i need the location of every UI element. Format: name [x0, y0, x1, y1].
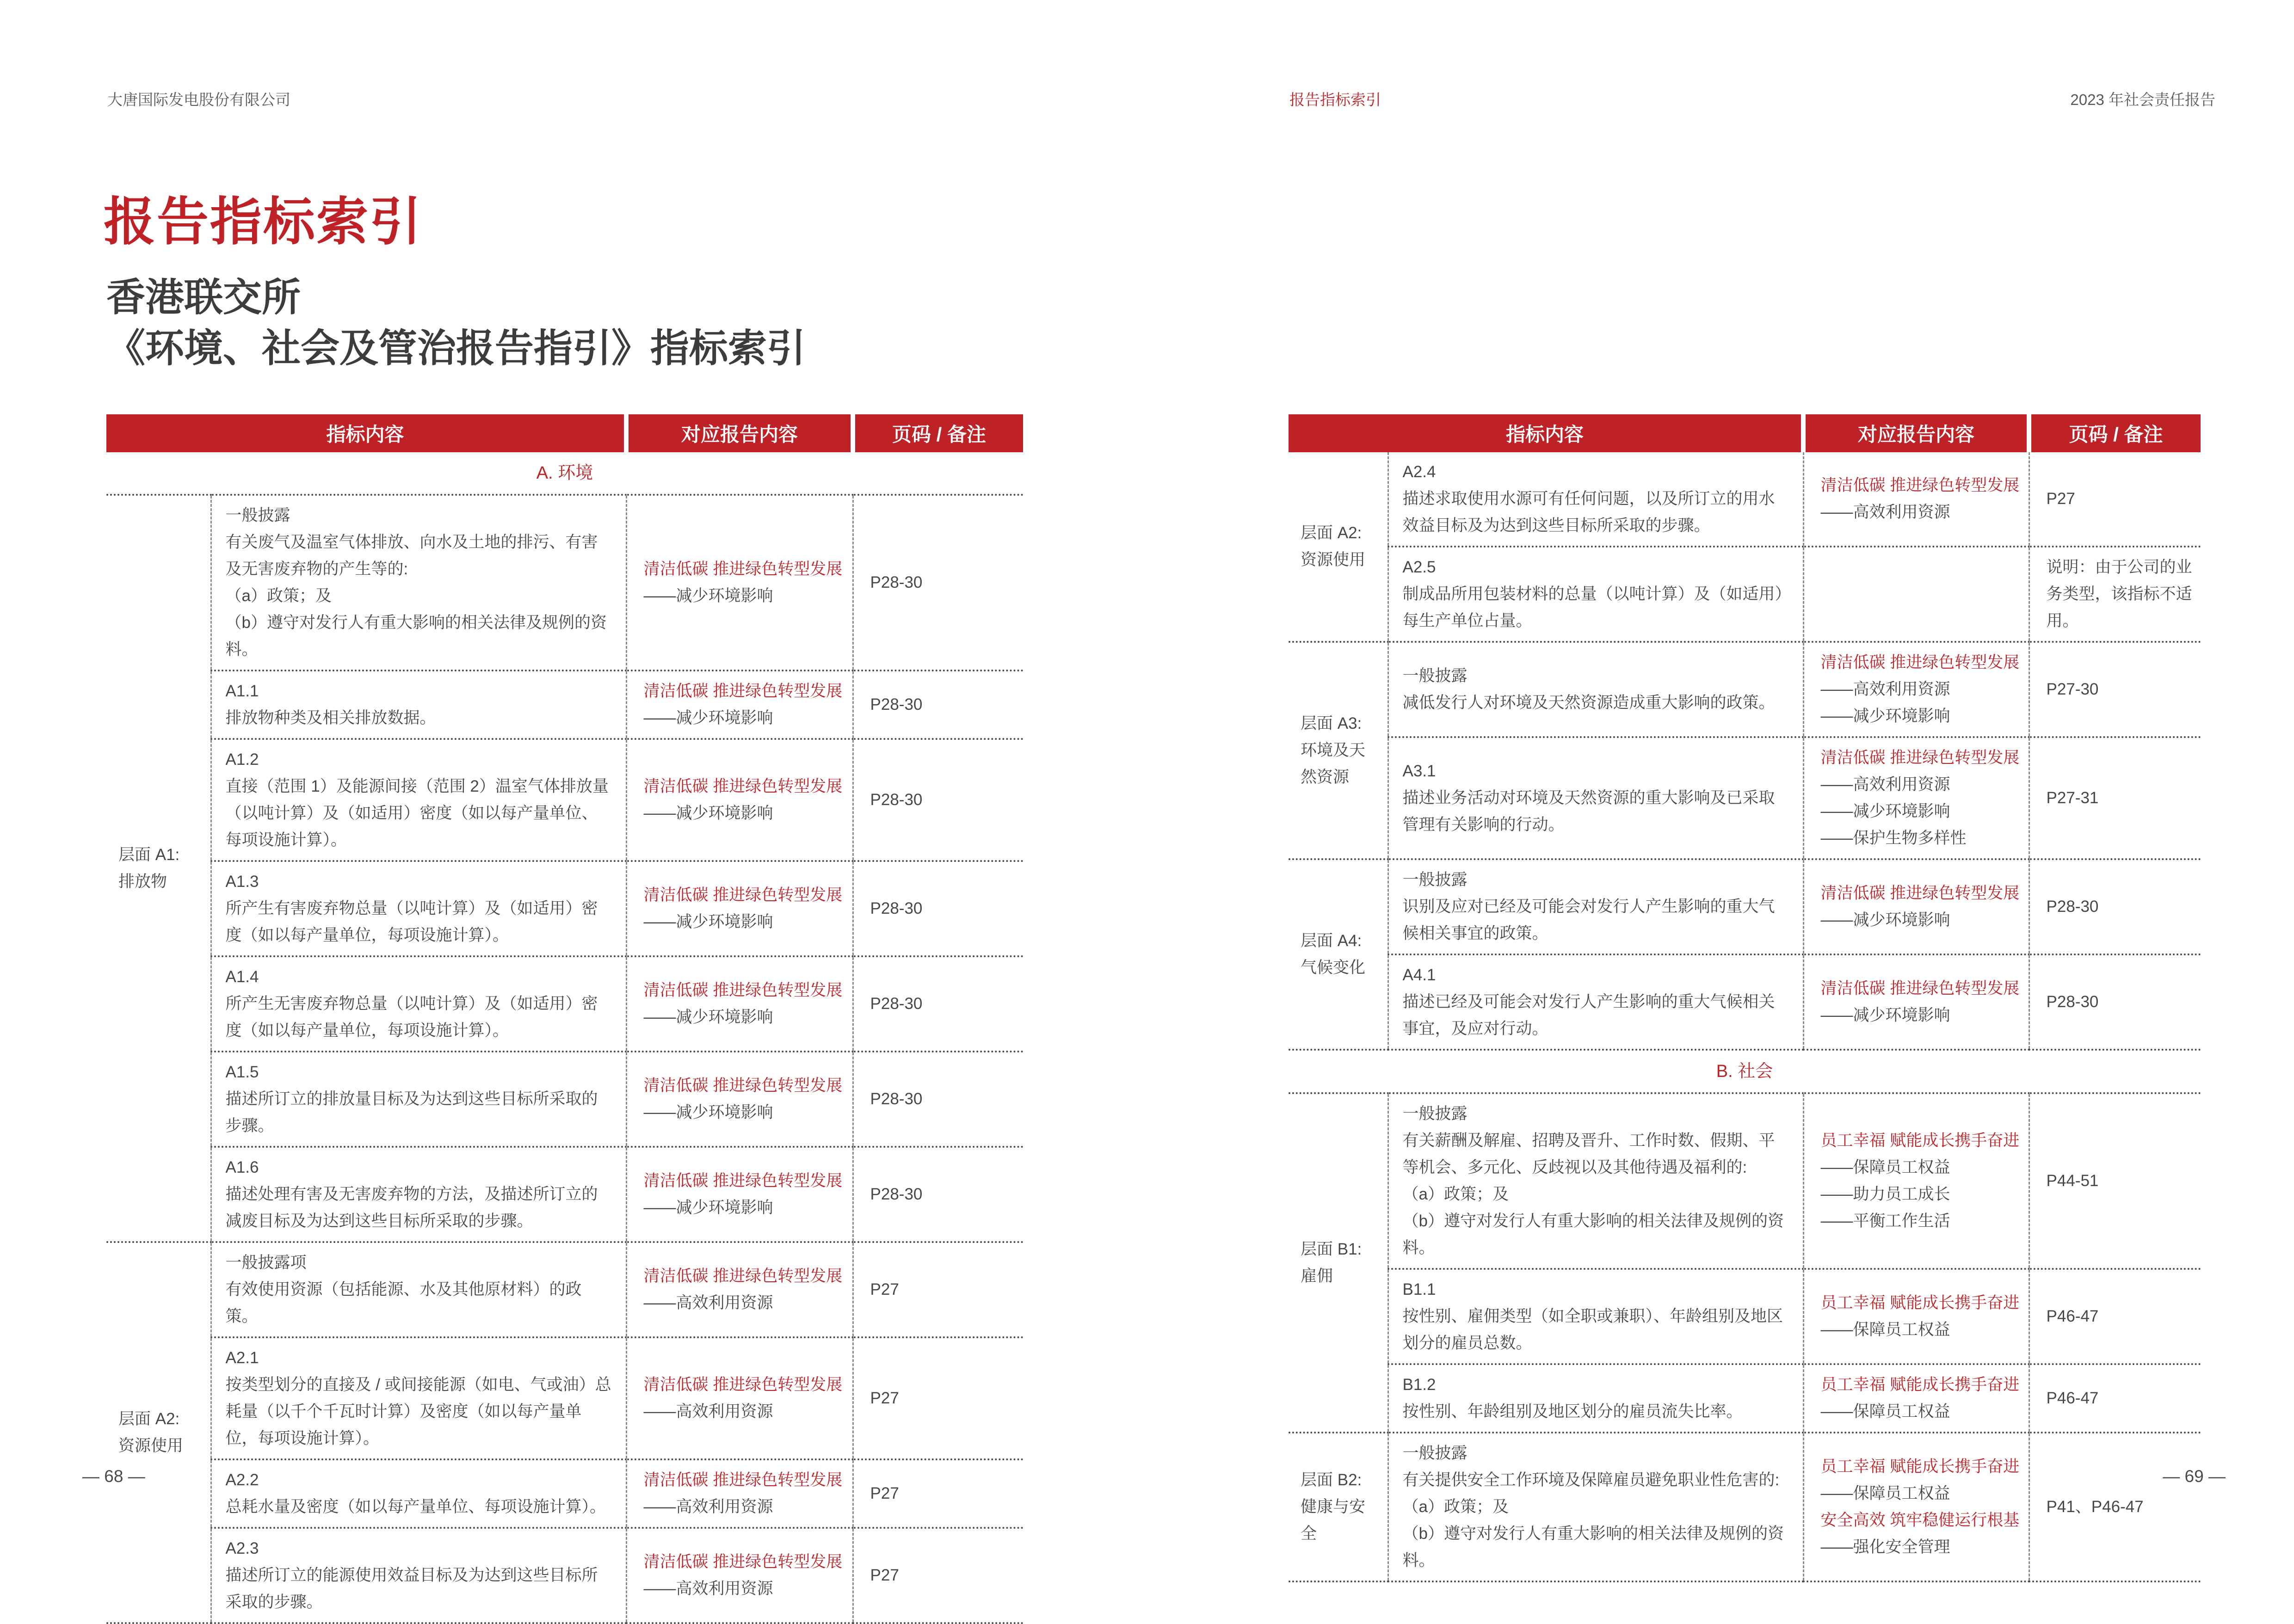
page-ref-line: P27-30	[2046, 680, 2099, 698]
indicator-line: A2.4	[1402, 463, 1436, 481]
table-header-row	[1289, 414, 2201, 452]
indicator-line: 一般披露	[1402, 667, 1468, 685]
report-content-cell	[626, 1242, 853, 1337]
indicator-line: 描述所订立的能源使用效益目标及为达到这些目标所采取的步骤。	[225, 1566, 598, 1611]
dimension-label-line: 层面 A3:	[1301, 714, 1362, 732]
page-ref-line: P28-30	[870, 695, 923, 714]
page-ref-line: P27	[870, 1389, 899, 1407]
table-row	[1289, 1364, 2201, 1433]
report-content-cell	[626, 956, 853, 1052]
indicator-line: A2.2	[225, 1471, 259, 1489]
report-chapter-line: 清洁低碳 推进绿色转型发展	[643, 1553, 843, 1571]
page-ref-cell	[2029, 859, 2201, 954]
table-row	[106, 495, 1023, 671]
table-header-row	[106, 414, 1023, 452]
report-subline: ——减少环境影响	[643, 1199, 773, 1217]
page-ref-line: P28-30	[2046, 993, 2099, 1011]
report-title: 2023 年社会责任报告	[2070, 91, 2215, 108]
indicator-cell	[211, 1459, 626, 1528]
indicator-line: （a）政策；及	[225, 587, 332, 605]
section-label: B. 社会	[1289, 1050, 2201, 1093]
dimension-label	[1289, 452, 1388, 642]
page-ref-line: P27	[870, 1484, 899, 1502]
indicator-cell	[1388, 737, 1803, 859]
dimension-label-line: 层面 A1:	[118, 846, 180, 864]
page-subtitle	[106, 272, 806, 374]
indicator-cell	[211, 861, 626, 956]
page-ref-line: P27-31	[2046, 789, 2099, 807]
indicator-line: A1.1	[225, 682, 259, 700]
indicator-line: A3.1	[1402, 762, 1436, 780]
section-row	[106, 452, 1023, 495]
table-row	[1289, 737, 2201, 859]
dimension-label	[1289, 859, 1388, 1050]
indicator-line: （a）政策；及	[1402, 1498, 1509, 1516]
page-ref-cell	[853, 1242, 1023, 1337]
table-row	[106, 1528, 1023, 1623]
table-row	[106, 1459, 1023, 1528]
page-ref-cell	[853, 1459, 1023, 1528]
table-row	[1289, 452, 2201, 547]
page-ref-cell	[853, 1337, 1023, 1459]
indicator-line: 排放物种类及相关排放数据。	[225, 709, 436, 727]
page-ref-cell	[2029, 1364, 2201, 1433]
indicator-line: （b）遵守对发行人有重大影响的相关法律及规例的资料。	[1402, 1525, 1784, 1569]
indicator-line: 有效使用资源（包括能源、水及其他原材料）的政策。	[225, 1280, 582, 1325]
report-content-cell	[1803, 1364, 2029, 1433]
indicator-line: 描述已经及可能会对发行人产生影响的重大气候相关事宜，及应对行动。	[1402, 993, 1775, 1038]
page-ref-line: P28-30	[870, 1185, 923, 1203]
dimension-label	[106, 1242, 211, 1623]
report-chapter-line: 清洁低碳 推进绿色转型发展	[643, 560, 843, 578]
indicator-line: 一般披露	[1402, 1444, 1468, 1462]
report-subline: ——高效利用资源	[1820, 680, 1950, 698]
indicator-cell	[211, 1337, 626, 1459]
indicator-line: A4.1	[1402, 966, 1436, 984]
report-content-cell	[626, 1052, 853, 1147]
report-chapter-line: 清洁低碳 推进绿色转型发展	[1820, 979, 2020, 997]
indicator-line: 制成品所用包装材料的总量（以吨计算）及（如适用）每生产单位占量。	[1402, 585, 1783, 630]
indicator-cell	[211, 495, 626, 671]
indicator-line: A1.3	[225, 873, 259, 891]
indicator-cell	[211, 1147, 626, 1242]
report-content-cell	[1803, 859, 2029, 954]
dimension-label	[106, 495, 211, 1242]
indicator-line: 所产生有害废弃物总量（以吨计算）及（如适用）密度（如以每产量单位，每项设施计算）。	[225, 899, 598, 944]
page-ref-line: P28-30	[870, 899, 923, 917]
page-number-right: — 69 —	[2163, 1467, 2226, 1486]
page-ref-cell	[853, 495, 1023, 671]
table-row	[106, 1052, 1023, 1147]
report-content-cell	[626, 671, 853, 739]
indicator-line: 描述处理有害及无害废弃物的方法，及描述所订立的减废目标及为达到这些目标所采取的步骤。	[225, 1185, 598, 1230]
right-table-area	[1289, 414, 2201, 1582]
indicator-cell	[1388, 1433, 1803, 1581]
page-ref-cell	[2029, 452, 2201, 547]
report-chapter-line: 清洁低碳 推进绿色转型发展	[643, 1267, 843, 1285]
indicator-line: 直接（范围 1）及能源间接（范围 2）温室气体排放量（以吨计算）及（如适用）密度（如以每产量单位、每项设施计算）。	[225, 777, 609, 849]
report-chapter-line: 清洁低碳 推进绿色转型发展	[643, 981, 843, 999]
dimension-label-line: 气候变化	[1301, 959, 1366, 977]
indicator-line: 识别及应对已经及可能会对发行人产生影响的重大气候相关事宜的政策。	[1402, 898, 1775, 942]
page-ref-cell	[2029, 737, 2201, 859]
table-row	[106, 739, 1023, 861]
table-row	[1289, 1433, 2201, 1581]
page-ref-cell	[853, 739, 1023, 861]
report-chapter-line: 员工幸福 赋能成长携手奋进	[1820, 1132, 2020, 1150]
dimension-label-line: 层面 B2:	[1301, 1471, 1362, 1489]
dimension-label-line: 资源使用	[1301, 551, 1366, 569]
page-ref-cell	[853, 861, 1023, 956]
report-chapter-line: 安全高效 筑牢稳健运行根基	[1820, 1511, 2020, 1529]
report-chapter-line: 清洁低碳 推进绿色转型发展	[643, 1376, 843, 1394]
table-row	[1289, 1269, 2201, 1364]
report-chapter-line: 清洁低碳 推进绿色转型发展	[1820, 653, 2020, 671]
indicator-line: （a）政策；及	[1402, 1185, 1509, 1203]
report-subline: ——减少环境影响	[643, 587, 773, 605]
indicator-line: 按性别、年龄组别及地区划分的雇员流失比率。	[1402, 1403, 1743, 1421]
report-subline: ——减少环境影响	[1820, 707, 1950, 725]
indicator-line: A2.1	[225, 1349, 259, 1367]
report-subline: ——减少环境影响	[1820, 1006, 1950, 1024]
indicator-cell	[211, 1528, 626, 1623]
report-chapter-line: 员工幸福 赋能成长携手奋进	[1820, 1376, 2020, 1394]
report-subline: ——减少环境影响	[1820, 802, 1950, 820]
indicator-line: 减低发行人对环境及天然资源造成重大影响的政策。	[1402, 694, 1775, 712]
page-ref-cell	[2029, 1093, 2201, 1269]
dimension-label-line: 健康与安全	[1301, 1498, 1366, 1543]
report-subline: ——保障员工权益	[1820, 1321, 1950, 1339]
report-chapter-line: 员工幸福 赋能成长携手奋进	[1820, 1458, 2020, 1476]
indicator-cell	[211, 1052, 626, 1147]
indicator-line: （b）遵守对发行人有重大影响的相关法律及规例的资料。	[225, 614, 607, 658]
indicator-cell	[1388, 859, 1803, 954]
company-name: 大唐国际发电股份有限公司	[107, 91, 290, 108]
page-ref-cell	[853, 1052, 1023, 1147]
page-ref-line: P27	[870, 1566, 899, 1584]
page-ref-line: P28-30	[870, 1090, 923, 1108]
dimension-label-line: 雇佣	[1301, 1267, 1333, 1285]
table-row	[106, 861, 1023, 956]
report-content-cell	[1803, 452, 2029, 547]
report-subline: ——高效利用资源	[643, 1294, 773, 1312]
table-row	[106, 956, 1023, 1052]
report-subline: ——平衡工作生活	[1820, 1212, 1950, 1230]
dimension-label-line: 环境及天然资源	[1301, 741, 1366, 786]
report-chapter-line: 员工幸福 赋能成长携手奋进	[1820, 1294, 2020, 1312]
report-content-cell	[1803, 1269, 2029, 1364]
report-content-cell	[626, 1459, 853, 1528]
indicator-line: （b）遵守对发行人有重大影响的相关法律及规例的资料。	[1402, 1212, 1784, 1257]
table-row	[1289, 642, 2201, 737]
dimension-label	[1289, 1093, 1388, 1433]
section-row	[1289, 1050, 2201, 1093]
column-header: 对应报告内容	[626, 414, 853, 452]
indicator-cell	[211, 1242, 626, 1337]
page-ref-cell	[853, 1147, 1023, 1242]
page-ref-line: P27	[870, 1280, 899, 1298]
report-chapter-line: 清洁低碳 推进绿色转型发展	[643, 1172, 843, 1190]
indicator-line: A2.3	[225, 1539, 259, 1557]
indicator-line: 描述业务活动对环境及天然资源的重大影响及已采取管理有关影响的行动。	[1402, 789, 1775, 834]
indicator-line: A1.2	[225, 750, 259, 769]
report-subline: ——高效利用资源	[1820, 775, 1950, 794]
page-ref-line: P28-30	[870, 995, 923, 1013]
dimension-label	[1289, 642, 1388, 859]
report-subline: ——保障员工权益	[1820, 1158, 1950, 1176]
indicator-cell	[1388, 1269, 1803, 1364]
indicator-cell	[1388, 954, 1803, 1050]
indicator-line: 总耗水量及密度（如以每产量单位、每项设施计算）。	[225, 1498, 606, 1516]
indicator-line: B1.1	[1402, 1280, 1436, 1298]
page-ref-cell	[2029, 1433, 2201, 1581]
dimension-label-line: 层面 A2:	[1301, 524, 1362, 542]
indicator-line: 一般披露	[1402, 1105, 1468, 1123]
table-row	[106, 1337, 1023, 1459]
report-chapter-line: 清洁低碳 推进绿色转型发展	[643, 777, 843, 795]
running-head	[0, 88, 2294, 116]
indicator-line: A2.5	[1402, 558, 1436, 576]
indicator-line: A1.6	[225, 1158, 259, 1176]
report-subline: ——减少环境影响	[1820, 911, 1950, 929]
indicator-line: 一般披露	[1402, 871, 1468, 889]
page-ref-cell	[853, 956, 1023, 1052]
report-chapter-line: 清洁低碳 推进绿色转型发展	[643, 682, 843, 700]
indicator-line: A1.5	[225, 1063, 259, 1081]
report-content-cell	[1803, 1093, 2029, 1269]
table-row	[106, 1242, 1023, 1337]
table-row	[106, 671, 1023, 739]
indicator-cell	[211, 671, 626, 739]
indicator-cell	[1388, 452, 1803, 547]
report-content-cell	[626, 1337, 853, 1459]
table-row	[1289, 954, 2201, 1050]
table-row	[1289, 1093, 2201, 1269]
report-subline: ——高效利用资源	[643, 1403, 773, 1421]
table-row	[1289, 547, 2201, 642]
report-chapter-line: 清洁低碳 推进绿色转型发展	[643, 1471, 843, 1489]
page-ref-line: P41、P46-47	[2046, 1498, 2144, 1516]
dimension-label-line: 资源使用	[118, 1437, 184, 1455]
running-head-section: 报告指标索引	[1289, 91, 1381, 108]
report-chapter-line: 清洁低碳 推进绿色转型发展	[1820, 476, 2020, 494]
page-ref-line: P28-30	[2046, 898, 2099, 916]
indicator-line: 描述求取使用水源可有任何问题，以及所订立的用水效益目标及为达到这些目标所采取的步骤。	[1402, 490, 1775, 535]
indicator-line: 按类型划分的直接及 / 或间接能源（如电、气或油）总耗量（以千个千瓦时计算）及密度（如以每产量单位，每项设施计算）。	[225, 1376, 611, 1447]
dimension-label-line: 层面 B1:	[1301, 1240, 1362, 1258]
indicator-line: B1.2	[1402, 1376, 1436, 1394]
page-ref-cell	[2029, 954, 2201, 1050]
report-content-cell	[626, 861, 853, 956]
indicator-cell	[1388, 1093, 1803, 1269]
indicator-line: 有关提供安全工作环境及保障雇员避免职业性危害的:	[1402, 1471, 1780, 1489]
report-content-cell	[1803, 547, 2029, 642]
section-label: A. 环境	[536, 463, 593, 483]
indicator-line: 按性别、雇佣类型（如全职或兼职）、年龄组别及地区划分的雇员总数。	[1402, 1307, 1783, 1352]
page-number-left: — 68 —	[82, 1467, 145, 1486]
column-header: 对应报告内容	[1803, 414, 2029, 452]
esg-index-table-left	[106, 414, 1023, 1624]
indicator-line: A1.4	[225, 968, 259, 986]
page-ref-line: P46-47	[2046, 1389, 2099, 1407]
indicator-cell	[1388, 642, 1803, 737]
report-subline: ——保障员工权益	[1820, 1403, 1950, 1421]
report-chapter-line: 清洁低碳 推进绿色转型发展	[643, 886, 843, 904]
page-ref-cell	[2029, 547, 2201, 642]
report-content-cell	[1803, 1433, 2029, 1581]
indicator-line: 一般披露	[225, 506, 290, 524]
page-ref-cell	[2029, 1269, 2201, 1364]
page-ref-cell	[2029, 642, 2201, 737]
dimension-label-line: 层面 A2:	[118, 1410, 180, 1428]
page-ref-line: P46-47	[2046, 1307, 2099, 1325]
dimension-label	[1289, 1433, 1388, 1581]
page-ref-line: P44-51	[2046, 1172, 2099, 1190]
report-subline: ——高效利用资源	[1820, 503, 1950, 521]
report-subline: ——高效利用资源	[643, 1580, 773, 1598]
report-subline: ——助力员工成长	[1820, 1185, 1950, 1203]
report-subline: ——减少环境影响	[643, 1008, 773, 1026]
page-ref-cell	[853, 1528, 1023, 1623]
indicator-cell	[1388, 1364, 1803, 1433]
table-row	[1289, 859, 2201, 954]
column-header: 指标内容	[106, 414, 626, 452]
esg-index-table-right	[1289, 414, 2201, 1582]
report-subline: ——减少环境影响	[643, 913, 773, 931]
page-ref-line: P27	[2046, 490, 2075, 508]
indicator-cell	[211, 739, 626, 861]
table-row	[106, 1147, 1023, 1242]
page-title: 报告指标索引	[104, 193, 423, 251]
column-header: 页码 / 备注	[853, 414, 1023, 452]
report-subline: ——减少环境影响	[643, 804, 773, 822]
indicator-line: 描述所订立的排放量目标及为达到这些目标所采取的步骤。	[225, 1090, 598, 1135]
report-subline: ——保护生物多样性	[1820, 829, 1967, 847]
report-chapter-line: 清洁低碳 推进绿色转型发展	[1820, 749, 2020, 767]
indicator-cell	[1388, 547, 1803, 642]
page-ref-line: P28-30	[870, 573, 923, 591]
indicator-cell	[211, 956, 626, 1052]
report-content-cell	[626, 739, 853, 861]
report-content-cell	[626, 1528, 853, 1623]
report-chapter-line: 清洁低碳 推进绿色转型发展	[643, 1077, 843, 1095]
dimension-label-line: 层面 A4:	[1301, 932, 1362, 950]
dimension-label-line: 排放物	[118, 873, 167, 891]
subtitle-line-2: 《环境、社会及管治报告指引》指标索引	[106, 326, 806, 370]
report-subline: ——高效利用资源	[643, 1498, 773, 1516]
indicator-line: 有关薪酬及解雇、招聘及晋升、工作时数、假期、平等机会、多元化、反歧视以及其他待遇及福利的:	[1402, 1132, 1775, 1176]
indicator-line: 一般披露项	[225, 1254, 307, 1272]
report-subline: ——减少环境影响	[643, 709, 773, 727]
column-header: 页码 / 备注	[2029, 414, 2201, 452]
report-chapter-line: 清洁低碳 推进绿色转型发展	[1820, 884, 2020, 902]
left-table-area	[106, 414, 1023, 1624]
report-content-cell	[1803, 642, 2029, 737]
report-content-cell	[1803, 954, 2029, 1050]
page-ref-line: P28-30	[870, 791, 923, 809]
report-content-cell	[1803, 737, 2029, 859]
page-ref-line: 说明：由于公司的业务类型，该指标不适用。	[2046, 558, 2192, 630]
report-subline: ——保障员工权益	[1820, 1484, 1950, 1502]
report-content-cell	[626, 1147, 853, 1242]
indicator-line: 有关废气及温室气体排放、向水及土地的排污、有害及无害废弃物的产生等的:	[225, 533, 598, 578]
report-content-cell	[626, 495, 853, 671]
subtitle-line-1: 香港联交所	[106, 276, 301, 319]
column-header: 指标内容	[1289, 414, 1803, 452]
report-subline: ——减少环境影响	[643, 1103, 773, 1121]
page-ref-cell	[853, 671, 1023, 739]
indicator-line: 所产生无害废弃物总量（以吨计算）及（如适用）密度（如以每产量单位，每项设施计算）。	[225, 995, 598, 1040]
report-subline: ——强化安全管理	[1820, 1538, 1950, 1556]
